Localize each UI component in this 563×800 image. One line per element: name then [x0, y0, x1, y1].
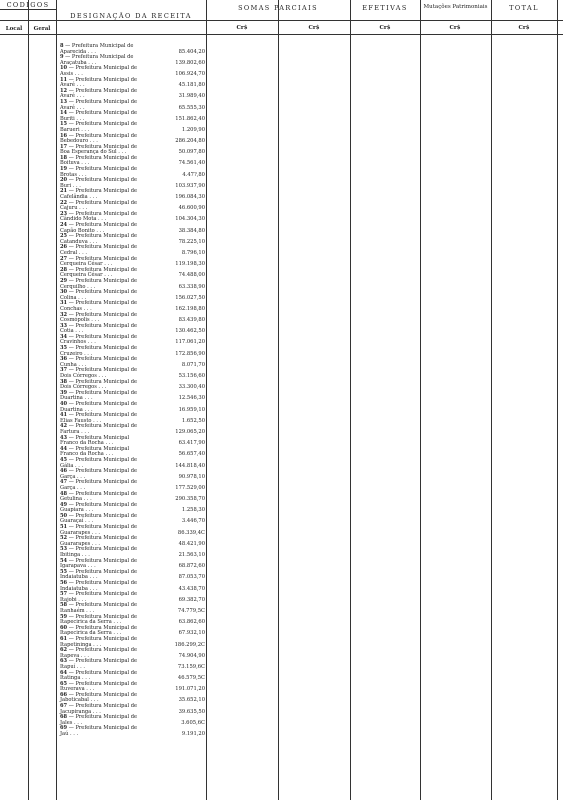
entry-number: 13	[60, 98, 68, 105]
entry-description: 12 — Prefeitura Municipal de Avaré . . .	[60, 87, 137, 100]
entry-description: 15 — Prefeitura Municipal de Barueri . . .	[60, 121, 137, 133]
mutacoes-header: Mutações Patrimoniais	[423, 4, 488, 10]
entry-text: Prefeitura Municipal de Cerquilho	[60, 277, 137, 290]
total-header: TOTAL	[509, 4, 539, 12]
entry-description: 68 — Prefeitura Municipal de Jales . . .	[60, 714, 137, 726]
entry-amount: 172.856,90	[175, 350, 205, 357]
entry-text: Prefeitura Municipal de Dois Córregos	[60, 378, 137, 391]
entry-description: 45 — Prefeitura Municipal de Gália . . .	[60, 456, 137, 469]
entry-description: 31 — Prefeitura Municipal de Conchas . . .	[60, 300, 137, 312]
entry-number: 24	[60, 222, 68, 228]
entry-text: Prefeitura Municipal de Itapuí	[60, 658, 137, 670]
entry-description: 67 — Prefeitura Municipal de Jacupiranga . . .	[60, 703, 137, 715]
entry-text: Prefeitura Municipal de Jaú	[60, 725, 137, 738]
entry-amount: 63.338,90	[178, 283, 205, 290]
entry-description: 64 — Prefeitura Municipal de Itatinga . . .	[60, 669, 137, 682]
codigos-header: CODIGOS	[6, 1, 50, 9]
entry-number: 61	[60, 635, 68, 642]
entry-description: 22 — Prefeitura Municipal de Cajuru . . .	[60, 199, 137, 212]
entry-text: Prefeitura Municipal de Cerqueira César	[60, 255, 137, 268]
entry-amount: 73.159,6C	[177, 663, 205, 670]
entry-number: 22	[60, 199, 68, 206]
entry-amount: 103.937,90	[175, 182, 205, 189]
entry-amount: 74.904,90	[178, 652, 205, 659]
entry-description: 24 — Prefeitura Municipal de Capão Bonito . . .	[60, 222, 137, 234]
entry-description: 42 — Prefeitura Municipal de Fartura . . .	[60, 423, 137, 435]
entry-description: 56 — Prefeitura Municipal de Indaiatuba . . .	[60, 580, 137, 592]
entry-text: Prefeitura Municipal de Duartina	[60, 401, 137, 413]
entry-description: 62 — Prefeitura Municipal de Itapeva . . .	[60, 647, 137, 659]
entry-text: Prefeitura Municipal de Igarapava	[60, 557, 137, 570]
entry-number: 51	[60, 524, 68, 531]
entry-number: 8	[60, 43, 64, 49]
entry-number: 39	[60, 389, 68, 396]
entry-number: 62	[60, 647, 68, 654]
entry-text: Prefeitura Municipal de Itapetininga	[60, 635, 137, 648]
entry-description: 33 — Prefeitura Municipal de Cotia . . .	[60, 322, 137, 335]
entry-number: 37	[60, 367, 68, 374]
entry-description: 44 — Prefeitura Municipal Franco da Rocha . . .	[60, 445, 130, 458]
entry-amount: 9.191,20	[181, 731, 205, 738]
entry-amount: 74.488,00	[178, 272, 205, 279]
entry-amount: 3.605,6C	[181, 719, 205, 726]
entry-description: 66 — Prefeitura Municipal de Jaboticabal . . .	[60, 691, 137, 704]
entry-number: 49	[60, 501, 68, 508]
entry-amount: 48.421,90	[178, 540, 205, 547]
entry-number: 20	[60, 177, 68, 184]
entry-number: 53	[60, 546, 68, 553]
entry-text: Prefeitura Municipal de Cotia	[60, 322, 137, 335]
entry-amount: 68.872,60	[178, 563, 205, 570]
entry-amount: 46.600,90	[178, 205, 205, 212]
entry-number: 15	[60, 121, 68, 128]
entry-text: Prefeitura Municipal de Boituva	[60, 154, 137, 167]
entry-text: Prefeitura Municipal de Buriti	[60, 110, 137, 122]
entry-text: Prefeitura Municipal de Jacupiranga	[60, 703, 137, 715]
entry-amount: 63.862,60	[178, 619, 205, 626]
entry-text: Prefeitura Municipal de Cândido Mota	[60, 210, 137, 223]
entry-description: 36 — Prefeitura Municipal de Cunha . . .	[60, 356, 137, 368]
entry-number: 59	[60, 613, 68, 620]
entry-description: 29 — Prefeitura Municipal de Cerquilho . . .	[60, 277, 137, 290]
entry-number: 18	[60, 154, 68, 161]
entry-text: Prefeitura Municipal de Avaré	[60, 98, 137, 111]
entry-amount: 129.065,20	[175, 428, 205, 435]
entry-text: Prefeitura Municipal de Indaiatuba	[60, 580, 137, 592]
entry-description: 58 — Prefeitura Municipal de Itanhaém . . .	[60, 602, 137, 614]
revenue-entries-list	[60, 44, 280, 738]
entry-description: 25 — Prefeitura Municipal de Catanduva . . .	[60, 233, 137, 245]
entry-number: 28	[60, 266, 68, 273]
entry-amount: 144.818,40	[175, 462, 205, 469]
entry-number: 33	[60, 322, 68, 329]
entry-amount: 45.181,80	[178, 82, 205, 89]
entry-number: 12	[60, 87, 68, 94]
entry-amount: 162.198,80	[175, 305, 205, 312]
entry-text: Prefeitura Municipal de Araçatuba	[60, 54, 134, 66]
entry-description: 9 — Prefeitura Municipal de Araçatuba . . .	[60, 54, 134, 66]
entry-description: 21 — Prefeitura Municipal de Cafelândia . . .	[60, 188, 137, 201]
entry-number: 58	[60, 602, 68, 609]
entry-amount: 1.258,30	[181, 507, 205, 514]
entry-description: 57 — Prefeitura Municipal de Itajobi . . .	[60, 591, 137, 603]
entry-amount: 119.198,30	[175, 261, 205, 268]
entry-number: 54	[60, 557, 68, 564]
entry-text: Prefeitura Municipal de Cerqueira César	[60, 266, 137, 279]
header-rule	[0, 20, 563, 21]
entry-text: Prefeitura Municipal de Avaré	[60, 87, 137, 100]
entry-number: 48	[60, 490, 68, 497]
entry-amount: 16.959,10	[178, 406, 205, 413]
entry-number: 56	[60, 580, 68, 586]
entry-number: 17	[60, 143, 68, 150]
entry-text: Prefeitura Municipal de Guararapes	[60, 524, 137, 536]
entry-amount: 177.529,00	[175, 484, 205, 491]
entry-text: Prefeitura Municipal de Itapecirica da Serra	[60, 624, 137, 637]
entry-text: Prefeitura Municipal de Elias Fausto	[60, 412, 137, 424]
entry-text: Prefeitura Municipal de Cravinhos	[60, 333, 137, 346]
entry-text: Prefeitura Municipal de Boa Esperança do Sul	[60, 143, 137, 156]
entry-text: Prefeitura Municipal de Conchas	[60, 300, 137, 312]
entry-description: 13 — Prefeitura Municipal de Avaré . . .	[60, 98, 137, 111]
entry-description: 41 — Prefeitura Municipal de Elias Fausto . . .	[60, 412, 137, 424]
entry-description: 23 — Prefeitura Municipal de Cândido Mota . . .	[60, 210, 137, 223]
entry-description: 35 — Prefeitura Municipal de Cruzeiro . . .	[60, 345, 137, 357]
entry-number: 9	[60, 54, 64, 61]
entry-amount: 56.657,40	[178, 451, 205, 458]
entry-amount: 74.561,40	[178, 160, 205, 167]
entry-number: 45	[60, 456, 68, 463]
column-rule	[557, 0, 558, 800]
entry-amount: 46.579,5C	[177, 675, 205, 682]
entry-amount: 12.546,30	[178, 395, 205, 402]
entry-text: Prefeitura Municipal Franco da Rocha	[60, 434, 130, 447]
entry-text: Prefeitura Municipal de Indaiatuba	[60, 568, 137, 581]
entry-text: Prefeitura Municipal de Gália	[60, 456, 137, 469]
entry-description: 27 — Prefeitura Municipal de Cerqueira César . . .	[60, 255, 137, 268]
entry-number: 29	[60, 277, 68, 284]
entry-text: Prefeitura Municipal de Jales	[60, 714, 137, 726]
entry-number: 30	[60, 289, 68, 296]
entry-amount: 78.225,10	[178, 238, 205, 245]
entry-number: 32	[60, 311, 68, 318]
entry-description: 54 — Prefeitura Municipal de Igarapava . . .	[60, 557, 137, 570]
header-rule	[0, 34, 563, 35]
entry-number: 65	[60, 680, 68, 687]
currency-label: Cr$	[449, 25, 461, 31]
currency-label: Cr$	[379, 25, 391, 31]
entry-amount: 1.209,90	[181, 126, 205, 133]
entry-description: 65 — Prefeitura Municipal de Ituverava . . .	[60, 680, 137, 693]
somas-parciais-header: SOMAS PARCIAIS	[238, 4, 318, 12]
entry-amount: 1.652,50	[181, 417, 205, 424]
entry-description: 61 — Prefeitura Municipal de Itapetininga . . .	[60, 635, 137, 648]
entry-number: 31	[60, 300, 68, 307]
entry-text: Prefeitura Municipal de Catanduva	[60, 233, 137, 245]
entry-amount: 86.339,4C	[177, 529, 205, 536]
entry-text: Prefeitura Municipal de Itapecirica da Serra	[60, 613, 137, 626]
entry-description: 34 — Prefeitura Municipal de Cravinhos . . .	[60, 333, 137, 346]
entry-description: 40 — Prefeitura Municipal de Duartina . . .	[60, 401, 137, 413]
entry-number: 21	[60, 188, 68, 195]
efetivas-header: EFETIVAS	[362, 4, 408, 12]
entry-amount: 290.358,70	[175, 496, 205, 503]
entry-amount: 196.084,30	[175, 194, 205, 201]
entry-description: 43 — Prefeitura Municipal Franco da Rocha . . .	[60, 434, 130, 447]
designacao-header: DESIGNAÇÃO DA RECEITA	[70, 12, 192, 20]
currency-label: Cr$	[236, 25, 248, 31]
entry-text: Prefeitura Municipal de Getulina	[60, 490, 137, 503]
entry-number: 19	[60, 166, 68, 173]
column-rule	[56, 0, 57, 800]
entry-amount: 50.097,80	[178, 149, 205, 156]
entry-amount: 156.027,50	[175, 294, 205, 301]
entry-amount: 38.384,80	[178, 227, 205, 234]
entry-number: 34	[60, 333, 68, 340]
entry-number: 69	[60, 725, 68, 732]
entry-number: 40	[60, 401, 68, 407]
entry-number: 46	[60, 468, 68, 475]
entry-number: 11	[60, 76, 68, 83]
entry-description: 20 — Prefeitura Municipal de Buri . . .	[60, 177, 137, 189]
entry-text: Prefeitura Municipal de Itapeva	[60, 647, 137, 659]
entry-amount: 83.439,80	[178, 317, 205, 324]
entry-description: 14 — Prefeitura Municipal de Buriti . . .	[60, 110, 137, 122]
entry-amount: 286.204,80	[175, 138, 205, 145]
entry-text: Prefeitura Municipal de Guaraçaí	[60, 512, 137, 525]
entry-text: Prefeitura Municipal de Itatinga	[60, 669, 137, 682]
entry-number: 68	[60, 714, 68, 721]
entry-description: 38 — Prefeitura Municipal de Dois Córregos . . .	[60, 378, 137, 391]
entry-text: Prefeitura Municipal de Capão Bonito	[60, 222, 137, 234]
entry-text: Prefeitura Municipal de Cedral	[60, 244, 137, 256]
entry-description: 51 — Prefeitura Municipal de Guararapes . . .	[60, 524, 137, 536]
entry-description: 69 — Prefeitura Municipal de Jaú . . .	[60, 725, 137, 738]
entry-number: 43	[60, 434, 68, 441]
entry-number: 14	[60, 110, 68, 117]
entry-text: Prefeitura Municipal de Jaboticabal	[60, 691, 137, 704]
entry-number: 63	[60, 658, 68, 665]
entry-number: 47	[60, 479, 68, 486]
entry-description: 28 — Prefeitura Municipal de Cerqueira César . . .	[60, 266, 137, 279]
entry-amount: 39.635,50	[178, 708, 205, 715]
entry-number: 66	[60, 691, 68, 698]
geral-header: Geral	[33, 26, 51, 32]
entry-description: 30 — Prefeitura Municipal de Colina . . .	[60, 289, 137, 301]
entry-amount: 87.053,70	[178, 574, 205, 581]
column-rule	[350, 0, 351, 800]
entry-text: Prefeitura Municipal de Cafelândia	[60, 188, 137, 201]
local-header: Local	[5, 26, 23, 32]
entry-text: Prefeitura Municipal de Cruzeiro	[60, 345, 137, 357]
entry-description: 17 — Prefeitura Municipal de Boa Esperança do Sul . . .	[60, 143, 137, 156]
entry-description: 63 — Prefeitura Municipal de Itapuí . . .	[60, 658, 137, 670]
entry-number: 60	[60, 624, 68, 631]
entry-text: Prefeitura Municipal de Guararapes	[60, 535, 137, 547]
entry-description: 19 — Prefeitura Municipal de Brotas . . .	[60, 166, 137, 178]
entry-number: 42	[60, 423, 68, 430]
entry-text: Prefeitura Municipal de Itanhaém	[60, 602, 137, 614]
entry-text: Prefeitura Municipal de Fartura	[60, 423, 137, 435]
entry-description: 46 — Prefeitura Municipal de Garça . . .	[60, 468, 137, 480]
entry-amount: 31.989,40	[178, 93, 205, 100]
entry-amount: 67.932,10	[178, 630, 205, 637]
entry-amount: 65.555,30	[178, 104, 205, 111]
entry-number: 50	[60, 512, 68, 519]
entry-description: 49 — Prefeitura Municipal de Guapiara . . .	[60, 501, 137, 514]
entry-description: 55 — Prefeitura Municipal de Indaiatuba . . .	[60, 568, 137, 581]
entry-text: Prefeitura Municipal de Itajobi	[60, 591, 137, 603]
entry-description: 32 — Prefeitura Municipal de Cosmópolis . . .	[60, 311, 137, 324]
entry-text: Prefeitura Municipal de Brotas	[60, 166, 137, 178]
entry-description: 47 — Prefeitura Municipal de Garça . . .	[60, 479, 137, 491]
entry-text: Prefeitura Municipal de Colina	[60, 289, 137, 301]
entry-description: 60 — Prefeitura Municipal de Itapecirica da Serra . . .	[60, 624, 137, 637]
entry-amount: 104.304,30	[175, 216, 205, 223]
entry-amount: 8.796,10	[181, 249, 205, 256]
entry-amount: 35.652,10	[178, 697, 205, 704]
column-rule	[28, 0, 29, 800]
entry-description: 39 — Prefeitura Municipal de Duartina . . .	[60, 389, 137, 402]
entry-number: 23	[60, 210, 68, 217]
entry-text: Prefeitura Municipal de Buri	[60, 177, 137, 189]
entry-number: 27	[60, 255, 68, 262]
entry-description: 8 — Prefeitura Municipal de Aparecida . . .	[60, 43, 134, 55]
entry-text: Prefeitura Municipal Franco da Rocha	[60, 445, 130, 458]
entry-amount: 74.779,5C	[177, 607, 205, 614]
entry-text: Prefeitura Municipal de Cunha	[60, 356, 137, 368]
entry-description: 52 — Prefeitura Municipal de Guararapes . . .	[60, 535, 137, 547]
codigos-rule	[0, 9, 56, 10]
entry-amount: 151.862,40	[175, 115, 205, 122]
entry-text: Prefeitura Municipal de Dois Córregos	[60, 367, 137, 380]
entry-amount: 4.47?,80	[182, 171, 205, 178]
currency-label: Cr$	[518, 25, 530, 31]
entry-number: 57	[60, 591, 68, 598]
column-rule	[420, 0, 421, 800]
column-rule	[491, 0, 492, 800]
entry-description: 50 — Prefeitura Municipal de Guaraçaí . . .	[60, 512, 137, 525]
entry-description: 10 — Prefeitura Municipal de Assis . . .	[60, 65, 137, 77]
entry-number: 35	[60, 345, 68, 352]
entry-text: Prefeitura Municipal de Bebedouro	[60, 132, 137, 145]
entry-amount: 85.404,20	[178, 48, 205, 55]
entry-text: Prefeitura Municipal de Garça	[60, 479, 137, 491]
entry-number: 44	[60, 445, 68, 452]
entry-text: Prefeitura Municipal de Avaré	[60, 76, 137, 89]
entry-amount: 139.802,60	[175, 59, 205, 66]
entry-text: Prefeitura Municipal de Ituverava	[60, 680, 137, 693]
entry-amount: 8.071,70	[181, 361, 205, 368]
entry-number: 52	[60, 535, 68, 542]
entry-amount: 191.071,20	[175, 686, 205, 693]
entry-amount: 3.446,70	[181, 518, 205, 525]
entry-number: 41	[60, 412, 68, 419]
entry-number: 36	[60, 356, 68, 363]
currency-label: Cr$	[308, 25, 320, 31]
entry-text: Prefeitura Municipal de Assis	[60, 65, 137, 77]
entry-description: 37 — Prefeitura Municipal de Dois Córregos . . .	[60, 367, 137, 380]
entry-amount: 130.462,50	[175, 328, 205, 335]
entry-amount: 69.382,70	[178, 596, 205, 603]
entry-number: 64	[60, 669, 68, 676]
entry-description: 59 — Prefeitura Municipal de Itapecirica da Serra . . .	[60, 613, 137, 626]
entry-amount: 63.417,90	[178, 440, 205, 447]
entry-text: Prefeitura Municipal de Ibitinga	[60, 546, 137, 559]
entry-amount: 33.300,40	[178, 384, 205, 391]
entry-amount: 117.061,20	[175, 339, 205, 346]
entry-number: 67	[60, 703, 68, 710]
entry-amount: 21.563,10	[178, 552, 205, 559]
revenue-entry	[60, 726, 280, 737]
entry-number: 55	[60, 568, 68, 575]
entry-amount: 43.438,70	[178, 585, 205, 592]
entry-text: Prefeitura Municipal de Cosmópolis	[60, 311, 137, 324]
entry-description: 48 — Prefeitura Municipal de Getulina . . .	[60, 490, 137, 503]
entry-description: 11 — Prefeitura Municipal de Avaré . . .	[60, 76, 137, 89]
entry-description: 53 — Prefeitura Municipal de Ibitinga . . .	[60, 546, 137, 559]
entry-number: 16	[60, 132, 68, 139]
entry-text: Prefeitura Municipal de Barueri	[60, 121, 137, 133]
entry-description: 26 — Prefeitura Municipal de Cedral . . .	[60, 244, 137, 256]
entry-amount: 186.299,2C	[174, 641, 205, 648]
entry-text: Prefeitura Municipal de Aparecida	[60, 43, 134, 55]
entry-description: 18 — Prefeitura Municipal de Boituva . . .	[60, 154, 137, 167]
entry-amount: 90.978,10	[178, 473, 205, 480]
entry-number: 38	[60, 378, 68, 385]
entry-text: Prefeitura Municipal de Cajuru	[60, 199, 137, 212]
entry-text: Prefeitura Municipal de Guapiara	[60, 501, 137, 514]
entry-number: 10	[60, 65, 68, 72]
entry-description: 16 — Prefeitura Municipal de Bebedouro . . .	[60, 132, 137, 145]
entry-number: 26	[60, 244, 68, 251]
entry-amount: 53.156,60	[178, 373, 205, 380]
entry-number: 25	[60, 233, 68, 240]
entry-text: Prefeitura Municipal de Garça	[60, 468, 137, 480]
entry-amount: 106.924,70	[175, 70, 205, 77]
entry-text: Prefeitura Municipal de Duartina	[60, 389, 137, 402]
